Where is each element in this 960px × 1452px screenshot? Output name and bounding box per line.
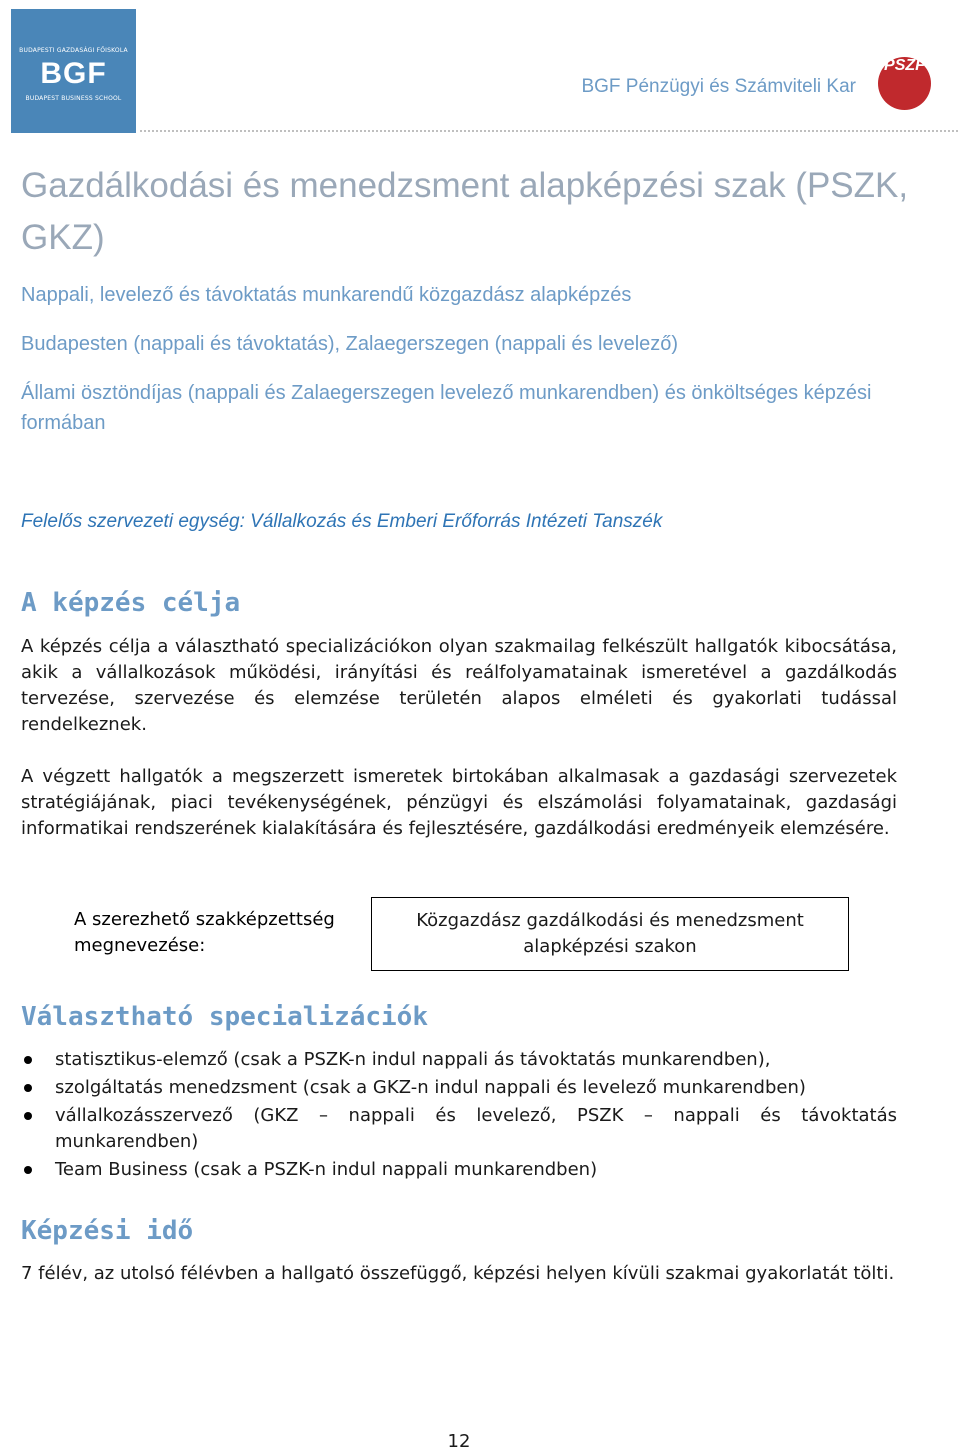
qualification-label: A szerezhető szakképzettség megnevezése: [74,909,335,956]
bullet-icon [24,1166,32,1174]
goal-heading: A képzés célja [21,588,241,618]
specializations-heading: Választható specializációk [21,1002,428,1032]
goal-paragraph-2: A végzett hallgatók a megszerzett ismeretek birtokában alkalmasak a gazdasági szervezetek stratégiájának, piaci tevékenységének, pénzügyi és elszámolási folyamatainak, gazdasági informatikai rendszerének kialakítására és fejlesztésére, gazdálkodási eredményeik elemzésére. [21,766,897,839]
bgf-logo-school-bottom: BUDAPEST BUSINESS SCHOOL [25,95,122,102]
list-item [21,1047,897,1073]
bgf-logo-mark: BGF [40,57,107,90]
page-number: 12 [447,1431,471,1452]
goal-paragraph-1: A képzés célja a választható specializációkon olyan szakmailag felkészült hallgatók kibocsátása, akik a vállalkozások működési, irányítási és reálfolyamatainak ismeretével a gazdálkodás tervezése, szervezése és elemzése területén alapos elméleti és gyakorlati tudással rendelkeznek. [21,636,897,735]
duration-heading: Képzési idő [21,1216,194,1246]
list-item [21,1157,897,1183]
list-item-text: statisztikus-elemző (csak a PSZK-n indul nappali ás távoktatás munkarendben), [55,1049,771,1070]
page-title: Gazdálkodási és menedzsment alapképzési szak (PSZK, GKZ) [21,166,909,257]
subtitle-funding: Állami ösztöndíjas (nappali és Zalaegerszegen levelező munkarendben) és önköltséges képzési formában [21,382,872,434]
qualification-box [371,897,849,971]
specializations-list [21,1047,897,1185]
subtitle-locations: Budapesten (nappali és távoktatás), Zalaegerszegen (nappali és levelező) [21,333,679,355]
list-item-text: Team Business (csak a PSZK-n indul nappali munkarendben) [55,1159,598,1180]
header-divider [140,130,958,132]
bullet-icon [24,1084,32,1092]
subtitle-schedule: Nappali, levelező és távoktatás munkarendű közgazdász alapképzés [21,284,632,306]
bullet-icon [24,1112,32,1120]
faculty-name: BGF Pénzügyi és Számviteli Kar [581,76,856,97]
list-item-text: vállalkozásszervező (GKZ – nappali és levelező, PSZK – nappali és távoktatás munkarendben) [55,1105,897,1152]
responsible-unit: Felelős szervezeti egység: Vállalkozás és Emberi Erőforrás Intézeti Tanszék [21,511,663,532]
bgf-logo-school-top: BUDAPESTI GAZDASÁGI FŐISKOLA [19,47,128,54]
qualification-value: Közgazdász gazdálkodási és menedzsment alapképzési szakon [416,910,804,957]
pszf-logo: PSZF [878,57,931,110]
list-item-text: szolgáltatás menedzsment (csak a GKZ-n indul nappali és levelező munkarendben) [55,1077,806,1098]
list-item [21,1103,897,1155]
bullet-icon [24,1056,32,1064]
list-item [21,1075,897,1101]
bgf-logo [11,9,136,133]
duration-text: 7 félév, az utolsó félévben a hallgató összefüggő, képzési helyen kívüli szakmai gyakorlatát tölti. [21,1263,895,1284]
